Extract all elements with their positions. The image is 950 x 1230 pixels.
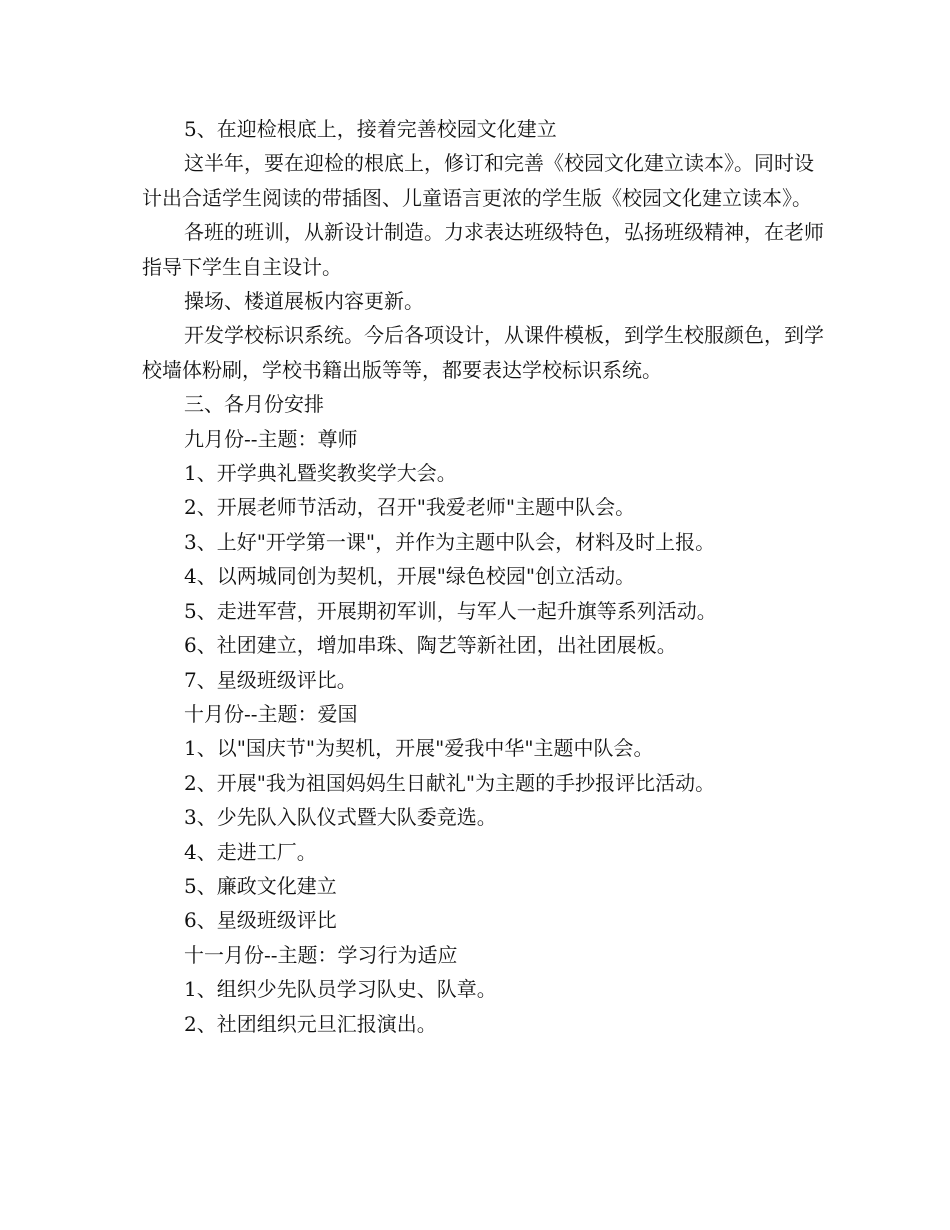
list-item: 1、开学典礼暨奖教奖学大会。 (184, 461, 457, 486)
section-heading-monthly-plan: 三、各月份安排 (184, 392, 324, 417)
list-item: 2、开展老师节活动，召开"我爱老师"主题中队会。 (184, 495, 636, 520)
list-item: 3、上好"开学第一课"，并作为主题中队会，材料及时上报。 (184, 529, 716, 554)
list-item: 4、走进工厂。 (184, 839, 317, 864)
paragraph-display-boards: 操场、楼道展板内容更新。 (184, 289, 424, 314)
list-item: 4、以两城同创为契机，开展"绿色校园"创立活动。 (184, 564, 636, 589)
list-item: 3、少先队入队仪式暨大队委竞选。 (184, 805, 497, 830)
list-item: 5、廉政文化建立 (184, 873, 337, 898)
list-item: 7、星级班级评比。 (184, 667, 357, 692)
list-item: 6、社团建立，增加串珠、陶艺等新社团，出社团展板。 (184, 633, 677, 658)
month-heading-october: 十月份--主题：爱国 (184, 701, 358, 726)
list-item: 2、社团组织元旦汇报演出。 (184, 1011, 437, 1036)
month-heading-september: 九月份--主题：尊师 (184, 426, 358, 451)
month-heading-november: 十一月份--主题：学习行为适应 (184, 942, 458, 967)
list-item: 6、星级班级评比 (184, 908, 337, 933)
document-body (142, 112, 832, 1041)
list-item: 1、以"国庆节"为契机，开展"爱我中华"主题中队会。 (184, 736, 654, 761)
list-item: 5、走进军营，开展期初军训，与军人一起升旗等系列活动。 (184, 598, 717, 623)
heading-campus-culture: 5、在迎检根底上，接着完善校园文化建立 (184, 117, 557, 141)
paragraph-reader-revision: 这半年，要在迎检的根底上，修订和完善《校园文化建立读本》。同时设计出合适学生阅读的带插图、儿童语言更浓的学生版《校园文化建立读本》。 (142, 151, 814, 210)
list-item: 1、组织少先队员学习队史、队章。 (184, 977, 497, 1002)
list-item: 2、开展"我为祖国妈妈生日献礼"为主题的手抄报评比活动。 (184, 770, 716, 795)
paragraph-class-motto: 各班的班训，从新设计制造。力求表达班级特色，弘扬班级精神，在老师指导下学生自主设计。 (142, 220, 824, 279)
paragraph-identity-system: 开发学校标识系统。今后各项设计，从课件模板，到学生校服颜色，到学校墙体粉刷，学校书籍出版等等，都要表达学校标识系统。 (142, 323, 824, 382)
